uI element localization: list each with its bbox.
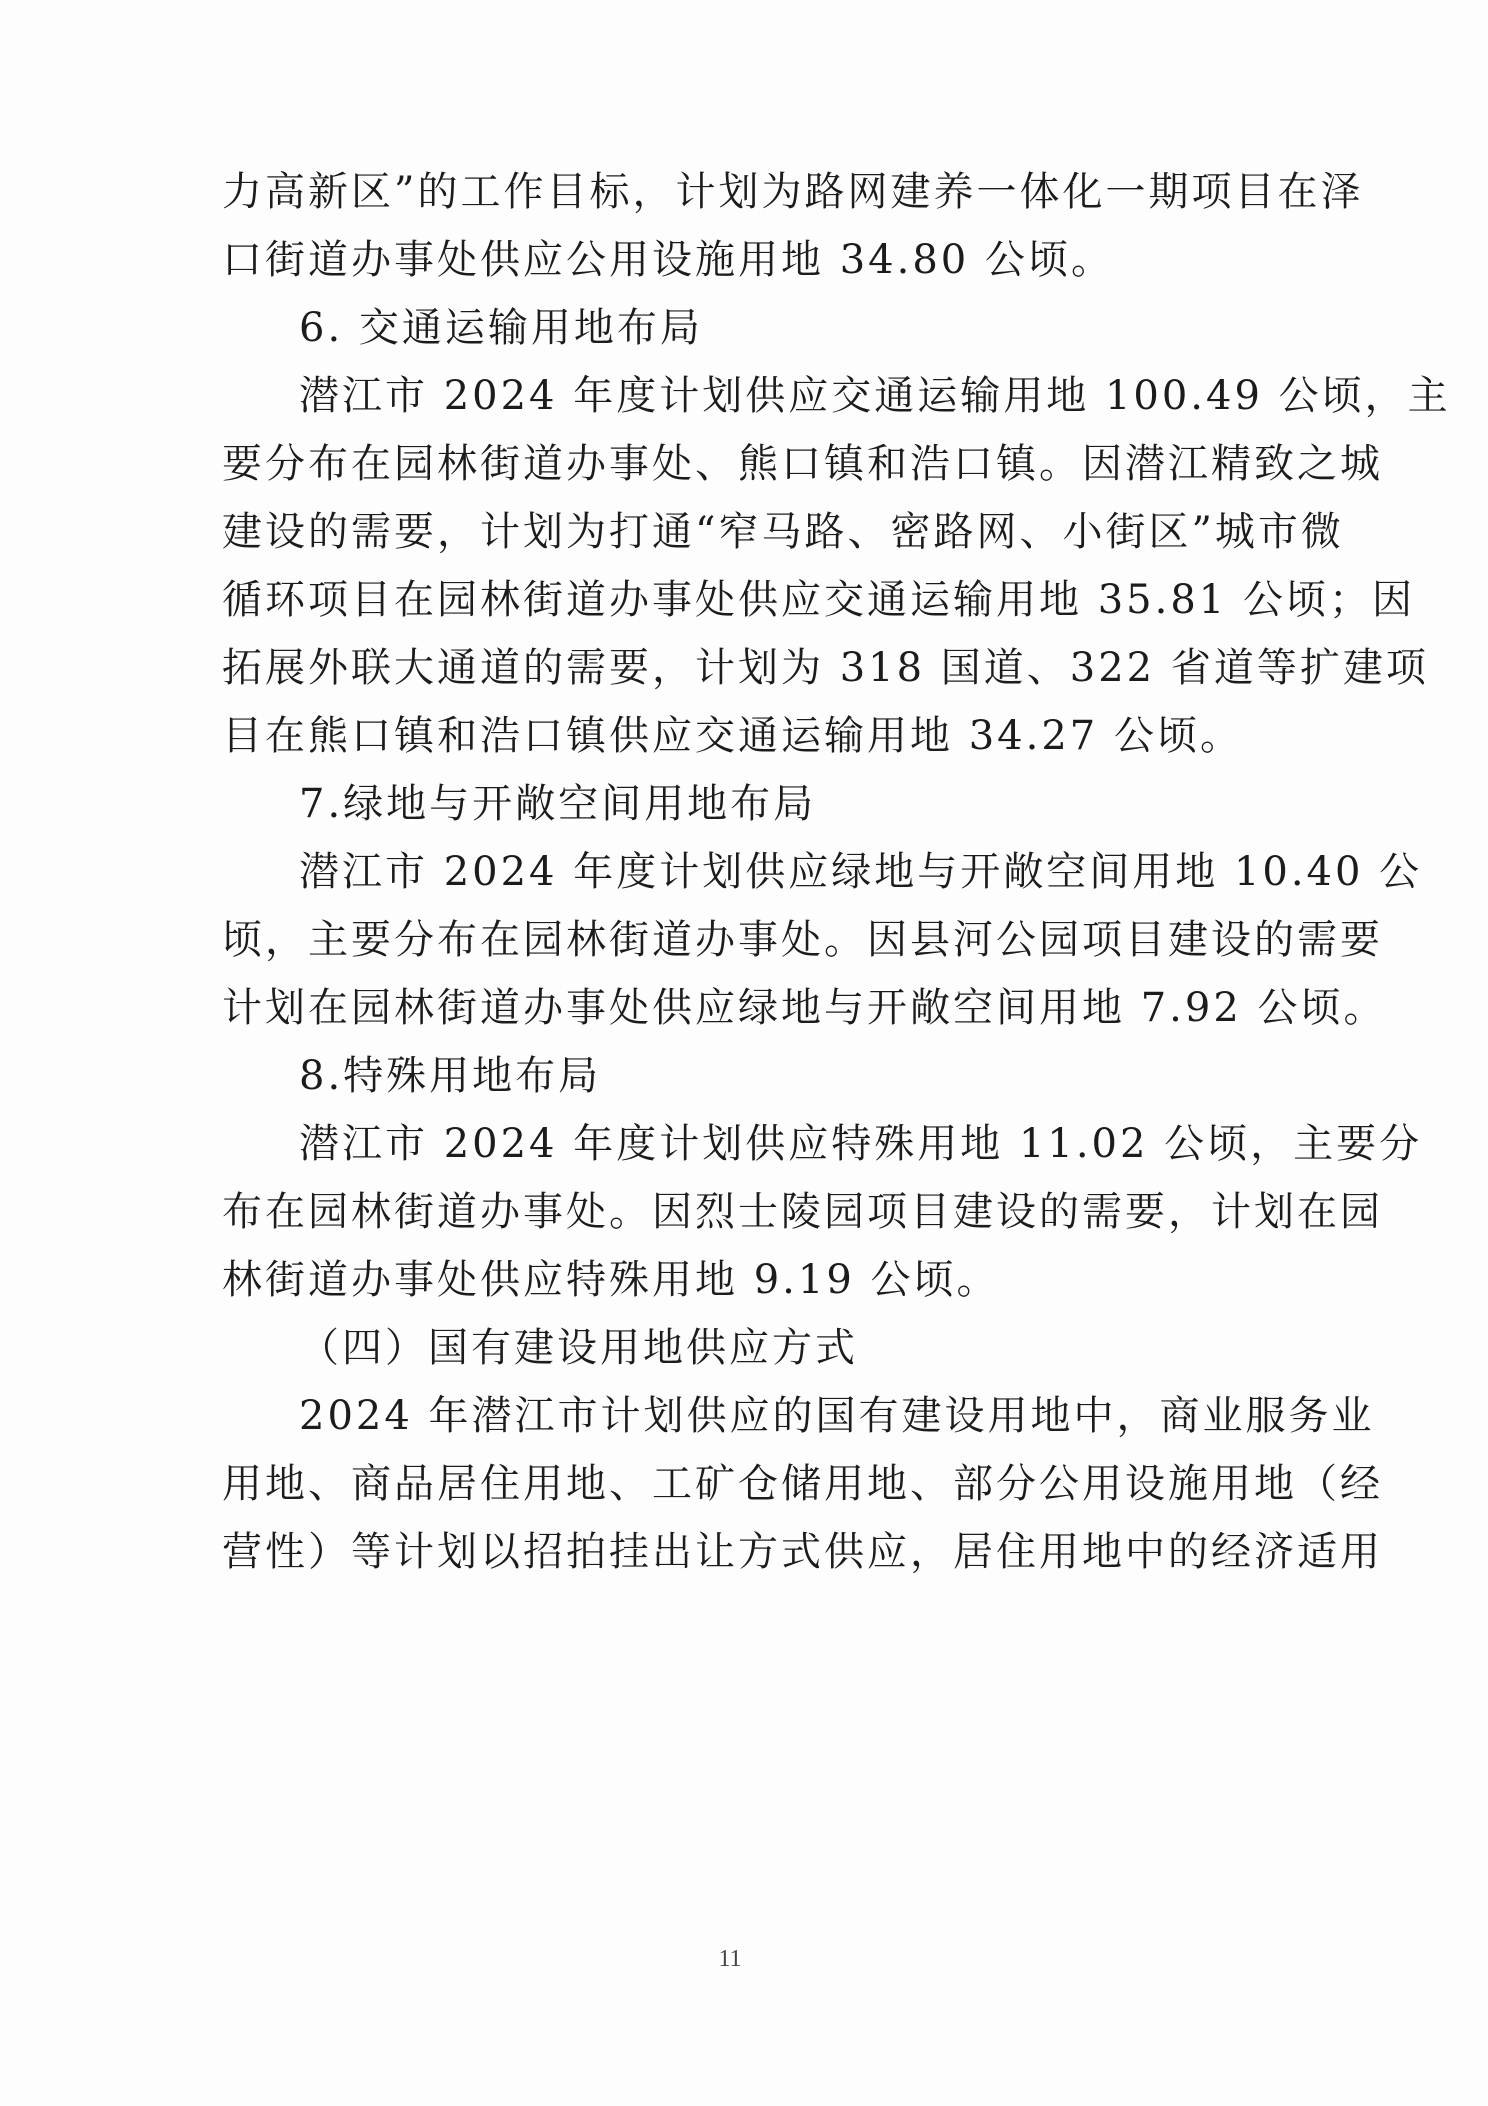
section-heading: （四）国有建设用地供应方式	[299, 1325, 858, 1371]
paragraph-line: 潜江市 2024 年度计划供应特殊用地 11.02 公顷，主要分	[299, 1121, 1423, 1167]
paragraph-line: 拓展外联大通道的需要，计划为 318 国道、322 省道等扩建项	[222, 645, 1429, 691]
paragraph-line: 力高新区”的工作目标，计划为路网建养一体化一期项目在泽	[222, 169, 1364, 215]
paragraph-line: 计划在园林街道办事处供应绿地与开敞空间用地 7.92 公顷。	[222, 985, 1387, 1031]
paragraph-line: 营性）等计划以招拍挂出让方式供应，居住用地中的经济适用	[222, 1529, 1383, 1575]
paragraph-line: 目在熊口镇和浩口镇供应交通运输用地 34.27 公顷。	[222, 713, 1243, 759]
paragraph-line: 潜江市 2024 年度计划供应绿地与开敞空间用地 10.40 公	[299, 849, 1423, 895]
paragraph-line: 要分布在园林街道办事处、熊口镇和浩口镇。因潜江精致之城	[222, 441, 1383, 487]
section-heading: 8.特殊用地布局	[299, 1053, 602, 1099]
paragraph-line: 2024 年潜江市计划供应的国有建设用地中，商业服务业	[299, 1393, 1375, 1439]
paragraph-line: 建设的需要，计划为打通“窄马路、密路网、小街区”城市微	[222, 509, 1344, 555]
paragraph-line: 循环项目在园林街道办事处供应交通运输用地 35.81 公顷；因	[222, 577, 1415, 623]
paragraph-line: 林街道办事处供应特殊用地 9.19 公顷。	[222, 1257, 1000, 1303]
section-heading: 7.绿地与开敞空间用地布局	[299, 781, 817, 827]
page-number: 11	[718, 1946, 742, 1972]
paragraph-line: 用地、商品居住用地、工矿仓储用地、部分公用设施用地（经	[222, 1461, 1383, 1507]
paragraph-line: 潜江市 2024 年度计划供应交通运输用地 100.49 公顷，主	[299, 373, 1451, 419]
paragraph-line: 口街道办事处供应公用设施用地 34.80 公顷。	[222, 237, 1114, 283]
paragraph-line: 布在园林街道办事处。因烈士陵园项目建设的需要，计划在园	[222, 1189, 1383, 1235]
paragraph-line: 顷，主要分布在园林街道办事处。因县河公园项目建设的需要	[222, 917, 1383, 963]
section-heading: 6. 交通运输用地布局	[299, 305, 703, 351]
